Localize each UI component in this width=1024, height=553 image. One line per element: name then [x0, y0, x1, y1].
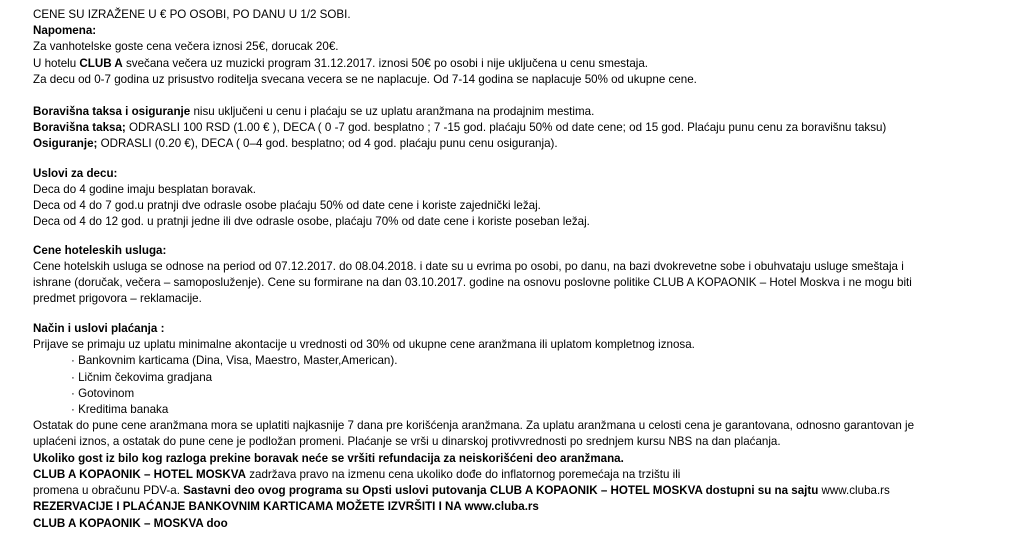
- napomena-line-3: Za decu od 0-7 godina uz prisustvo roditelja svecana vecera se ne naplacuje. Od 7-14 godina se naplacuje 50% od ukupne cene.: [33, 73, 697, 86]
- usluge-line-3: predmet prigovora – reklamacije.: [33, 292, 202, 305]
- intro-line: CENE SU IZRAŽENE U € PO OSOBI, PO DANU U 1/2 SOBI.: [33, 8, 351, 21]
- usluge-heading: Cene hoteleskih usluga:: [33, 244, 167, 257]
- napomena-line-1: Za vanhotelske goste cena večera iznosi 25€, dorucak 20€.: [33, 40, 339, 53]
- napomena-line-2: U hotelu CLUB A svečana večera uz muzicki program 31.12.2017. iznosi 50€ po osobi i nije uključena u cenu smestaja.: [33, 57, 649, 70]
- payment-method-item: · Ličnim čekovima gradjana: [71, 371, 213, 384]
- usluge-line-1: Cene hotelskih usluga se odnose na period od 07.12.2017. do 08.04.2018. i date su u evrima po osobi, po danu, na bazi dvokrevetne sobe i obuhvataju usluge smeštaja i: [33, 260, 904, 273]
- deca-line-2: Deca od 4 do 7 god.u pratnji dve odrasle osobe plaćaju 50% od date cene i koriste zajednički ležaj.: [33, 199, 541, 212]
- deca-line-3: Deca od 4 do 12 god. u pratnji jedne ili dve odrasle osobe, plaćaju 70% od date cene i koriste poseban ležaj.: [33, 215, 590, 228]
- usluge-line-2: ishrane (doručak, večera – samoposluženje). Cene su formirane na dan 03.10.2017. godine na osnovu poslovne politike CLUB A KOPAONIK – Hotel Moskva i ne mogu biti: [33, 276, 912, 289]
- placanje-line-5: CLUB A KOPAONIK – HOTEL MOSKVA zadržava pravo na izmenu cena ukoliko dođe do inflatornog poremećaja na trzištu ili: [33, 468, 681, 481]
- website-link: www.cluba.rs: [818, 484, 890, 497]
- placanje-line-3: uplaćeni iznos, a ostatak do pune cene je podložan promeni. Plaćanje se vrši u dinarskoj protivvrednosti po srednjem kursu NBS na dan plaćanja.: [33, 435, 781, 448]
- deca-line-1: Deca do 4 godine imaju besplatan boravak.: [33, 183, 257, 196]
- payment-method-item: · Kreditima banaka: [71, 403, 169, 416]
- reservation-notice: REZERVACIJE I PLAĆANJE BANKOVNIM KARTICAMA MOŽETE IZVRŠITI I NA www.cluba.rs: [33, 500, 539, 513]
- taksa-line-2: Boravišna taksa; ODRASLI 100 RSD (1.00 € ), DECA ( 0 -7 god. besplatno ; 7 -15 god. plaćaju 50% od date cene; od 15 god. Plaćaju punu cenu za boravišnu taksu): [33, 121, 887, 134]
- taksa-line-1: Boravišna taksa i osiguranje nisu uključeni u cenu i plaćaju se uz uplatu aranžmana na prodajnim mestima.: [33, 105, 595, 118]
- taksa-line-3: Osiguranje; ODRASLI (0.20 €), DECA ( 0–4 god. besplatno; od 4 god. plaćaju punu cenu osiguranja).: [33, 137, 558, 150]
- company-name: CLUB A KOPAONIK – MOSKVA doo: [33, 517, 228, 530]
- placanje-line-1: Prijave se primaju uz uplatu minimalne akontacije u vrednosti od 30% od ukupne cene aranžmana ili uplatom kompletnog iznosa.: [33, 338, 695, 351]
- napomena-heading: Napomena:: [33, 24, 97, 37]
- placanje-heading: Način i uslovi plaćanja :: [33, 322, 165, 335]
- refund-notice: Ukoliko gost iz bilo kog razloga prekine boravak neće se vršiti refundacija za neiskorišćeni deo aranžmana.: [33, 452, 624, 465]
- payment-method-item: · Bankovnim karticama (Dina, Visa, Maestro, Master,American).: [71, 354, 398, 367]
- placanje-line-2: Ostatak do pune cene aranžmana mora se uplatiti najkasnije 7 dana pre korišćenja aranžmana. Za uplatu aranžmana u celosti cena je garantovana, odnosno garantovan je: [33, 419, 915, 432]
- deca-heading: Uslovi za decu:: [33, 167, 118, 180]
- payment-method-item: · Gotovinom: [71, 387, 135, 400]
- placanje-line-6: promena u obračunu PDV-a. Sastavni deo ovog programa su Opsti uslovi putovanja CLUB A KOPAONIK – HOTEL MOSKVA dostupni su na sajtu www.cluba.rs: [33, 484, 890, 497]
